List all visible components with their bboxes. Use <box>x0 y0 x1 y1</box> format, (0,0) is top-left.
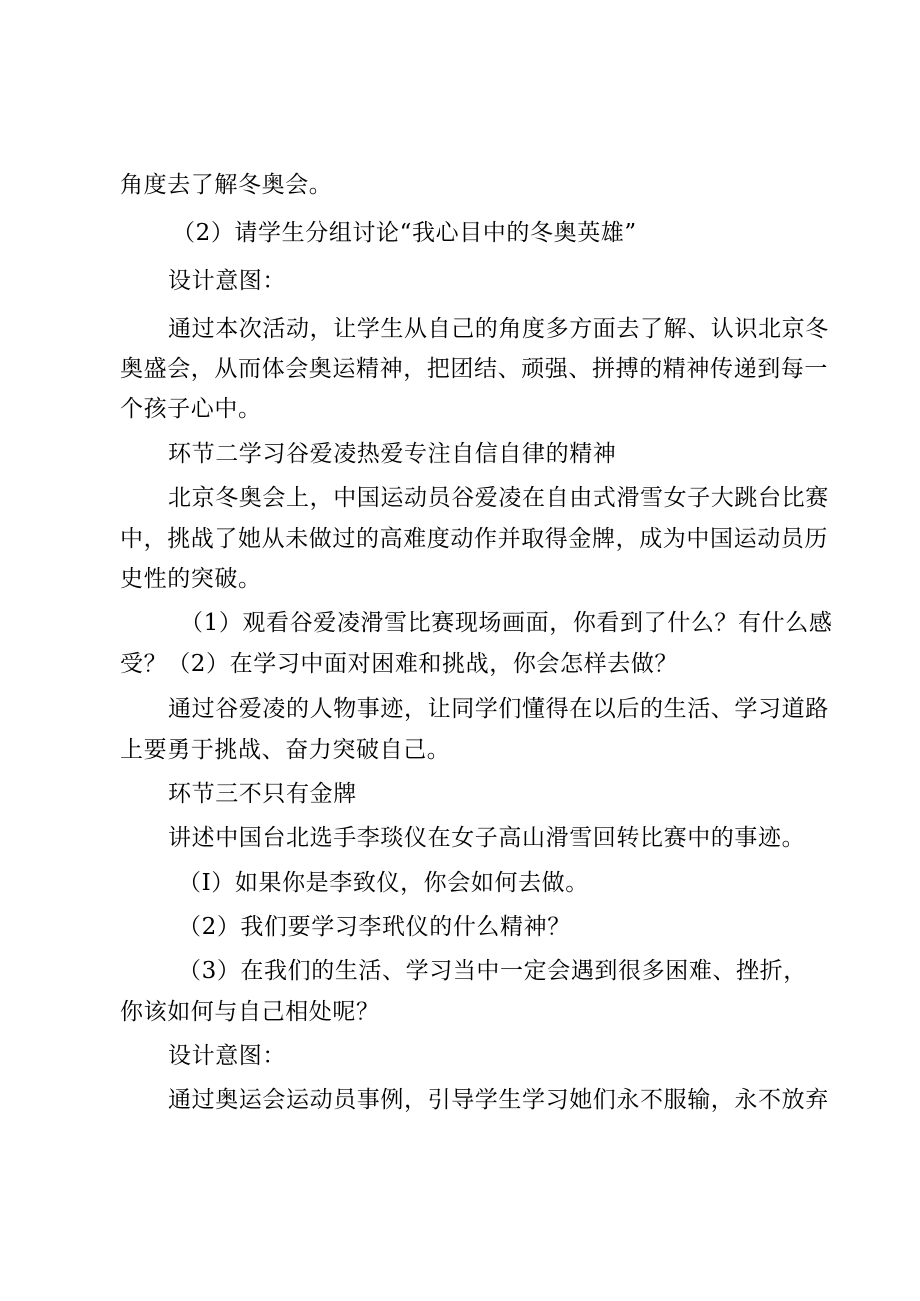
text-line-14: 上要勇于挑战、奋力突破自己。 <box>120 737 451 763</box>
text-line-22: 通过奥运会运动员事例，引导学生学习她们永不服输，永不放弃 <box>168 1087 829 1113</box>
text-line-9: 中，挑战了她从未做过的高难度动作并取得金牌，成为中国运动员历 <box>120 526 828 552</box>
text-line-10: 史性的突破。 <box>120 566 262 592</box>
text-line-1: 角度去了解冬奥会。 <box>120 172 333 198</box>
text-line-8: 北京冬奥会上，中国运动员谷爱凌在自由式滑雪女子大跳台比赛 <box>168 485 829 511</box>
text-line-21: 设计意图： <box>168 1043 286 1069</box>
text-line-4: 通过本次活动，让学生从自己的角度多方面去了解、认识北京冬 <box>168 316 829 342</box>
text-line-7: 环节二学习谷爱凌热爱专注自信自律的精神 <box>168 441 617 467</box>
text-line-13: 通过谷爱凌的人物事迹，让同学们懂得在以后的生活、学习道路 <box>168 696 829 722</box>
text-line-20: 你该如何与自己相处呢？ <box>120 999 380 1025</box>
text-line-15: 环节三不只有金牌 <box>168 781 357 807</box>
text-line-16: 讲述中国台北选手李琰仪在女子高山滑雪回转比赛中的事迹。 <box>168 825 806 851</box>
text-line-18: （2）我们要学习李玳仪的什么精神？ <box>178 914 571 940</box>
text-line-17: （I）如果你是李致仪，你会如何去做。 <box>178 870 589 896</box>
text-line-11: （1）观看谷爱凌滑雪比赛现场画面，你看到了什么？有什么感 <box>180 610 833 636</box>
text-line-2: （2）请学生分组讨论“我心目中的冬奥英雄” <box>172 220 637 246</box>
text-line-6: 个孩子心中。 <box>120 396 262 422</box>
text-line-3: 设计意图： <box>168 268 286 294</box>
text-line-12: 受？（2）在学习中面对困难和挑战，你会怎样去做？ <box>120 651 679 677</box>
text-line-5: 奥盛会，从而体会奥运精神，把团结、顽强、拼搏的精神传递到每一 <box>120 356 828 382</box>
text-line-19: （3）在我们的生活、学习当中一定会遇到很多困难、挫折， <box>178 958 807 984</box>
